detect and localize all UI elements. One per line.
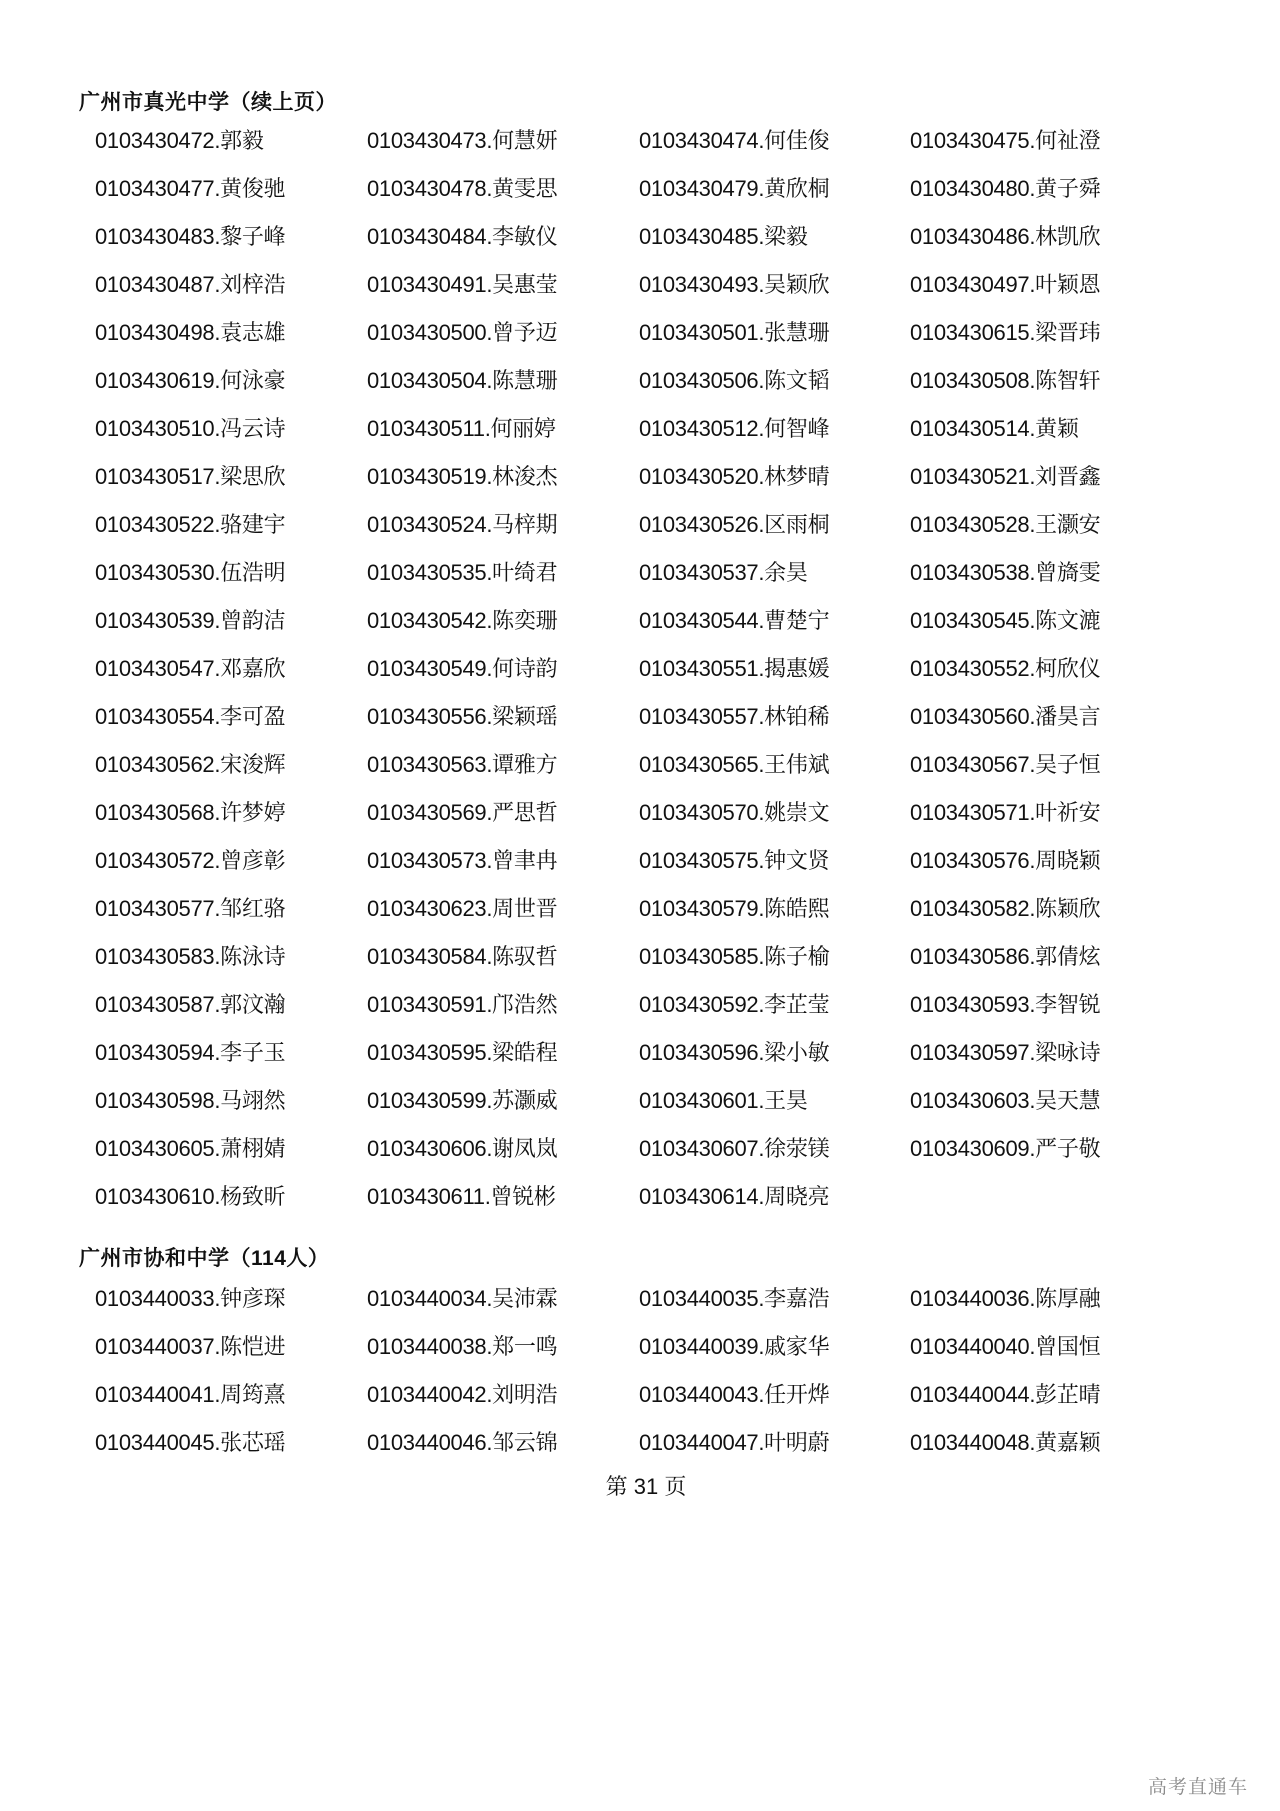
student-entry: 0103430615.梁晋玮 (910, 320, 1101, 345)
student-entry: 0103440039.戚家华 (639, 1334, 830, 1359)
list-row (95, 703, 1195, 751)
list-row (95, 319, 1195, 367)
student-entry: 0103430493.吴颖欣 (639, 272, 830, 297)
student-entry: 0103440035.李嘉浩 (639, 1286, 830, 1311)
student-entry: 0103430603.吴天慧 (910, 1088, 1101, 1113)
student-entry: 0103430598.马翊然 (95, 1088, 286, 1113)
student-entry: 0103430538.曾旖雯 (910, 560, 1101, 585)
student-list-zhenguang (95, 127, 1195, 1231)
student-entry: 0103430623.周世晋 (367, 896, 558, 921)
student-entry: 0103430547.邓嘉欣 (95, 656, 286, 681)
student-entry: 0103430605.萧栩婧 (95, 1136, 286, 1161)
student-list-xiehe (95, 1285, 1195, 1477)
student-entry: 0103430575.钟文贤 (639, 848, 830, 873)
student-entry: 0103430585.陈子榆 (639, 944, 830, 969)
student-entry: 0103430486.林凯欣 (910, 224, 1101, 249)
page-number: 第 31 页 (605, 1474, 687, 1499)
student-entry: 0103430504.陈慧珊 (367, 368, 558, 393)
student-entry: 0103430609.严子敬 (910, 1136, 1101, 1161)
student-entry: 0103430573.曾聿冉 (367, 848, 558, 873)
list-row (95, 127, 1195, 175)
student-entry: 0103430480.黄子舜 (910, 176, 1101, 201)
student-entry: 0103430596.梁小敏 (639, 1040, 830, 1065)
list-row (95, 1381, 1195, 1429)
student-entry: 0103430560.潘昊言 (910, 704, 1101, 729)
student-entry: 0103430606.谢凤岚 (367, 1136, 558, 1161)
student-entry: 0103430478.黄雯思 (367, 176, 558, 201)
list-row (95, 607, 1195, 655)
list-row (95, 943, 1195, 991)
student-entry: 0103430584.陈驭哲 (367, 944, 558, 969)
list-row (95, 751, 1195, 799)
student-entry: 0103430497.叶颖恩 (910, 272, 1101, 297)
student-entry: 0103430592.李芷莹 (639, 992, 830, 1017)
student-entry: 0103440043.任开烨 (639, 1382, 830, 1407)
student-entry: 0103430522.骆建宇 (95, 512, 286, 537)
student-entry: 0103440046.邹云锦 (367, 1430, 558, 1455)
student-entry: 0103440048.黄嘉颖 (910, 1430, 1101, 1455)
list-row (95, 463, 1195, 511)
student-entry: 0103430551.揭惠媛 (639, 656, 830, 681)
student-entry: 0103430483.黎子峰 (95, 224, 286, 249)
student-entry: 0103430542.陈奕珊 (367, 608, 558, 633)
student-entry: 0103430565.王伟斌 (639, 752, 830, 777)
student-entry: 0103440034.吴沛霖 (367, 1286, 558, 1311)
student-entry: 0103430576.周晓颖 (910, 848, 1101, 873)
student-entry: 0103430530.伍浩明 (95, 560, 286, 585)
student-entry: 0103430570.姚崇文 (639, 800, 830, 825)
student-entry: 0103430556.梁颖瑶 (367, 704, 558, 729)
section-title: 广州市真光中学（续上页） (79, 91, 337, 114)
list-row (95, 799, 1195, 847)
list-row (95, 415, 1195, 463)
student-entry: 0103430485.梁毅 (639, 224, 808, 249)
list-row (95, 1285, 1195, 1333)
list-row (95, 1333, 1195, 1381)
student-entry: 0103440041.周筠熹 (95, 1382, 286, 1407)
student-entry: 0103430579.陈皓熙 (639, 896, 830, 921)
student-entry: 0103430591.邝浩然 (367, 992, 558, 1017)
list-row (95, 655, 1195, 703)
student-entry: 0103440036.陈厚融 (910, 1286, 1101, 1311)
student-entry: 0103430554.李可盈 (95, 704, 286, 729)
student-entry: 0103430477.黄俊驰 (95, 176, 286, 201)
student-entry: 0103430517.梁思欣 (95, 464, 286, 489)
student-entry: 0103430610.杨致昕 (95, 1184, 286, 1209)
student-entry: 0103430587.郭汶瀚 (95, 992, 286, 1017)
student-entry: 0103440037.陈恺进 (95, 1334, 286, 1359)
student-entry: 0103440042.刘明浩 (367, 1382, 558, 1407)
student-entry: 0103430567.吴子恒 (910, 752, 1101, 777)
list-row (95, 1087, 1195, 1135)
student-entry: 0103430601.王昊 (639, 1088, 808, 1113)
student-entry: 0103430511.何丽婷 (367, 416, 556, 441)
student-entry: 0103430519.林浚杰 (367, 464, 558, 489)
list-row (95, 847, 1195, 895)
list-row (95, 223, 1195, 271)
student-entry: 0103430487.刘梓浩 (95, 272, 286, 297)
student-entry: 0103430508.陈智轩 (910, 368, 1101, 393)
student-entry: 0103430549.何诗韵 (367, 656, 558, 681)
student-entry: 0103430607.徐荥镁 (639, 1136, 830, 1161)
student-entry: 0103430599.苏灏威 (367, 1088, 558, 1113)
student-entry: 0103430571.叶祈安 (910, 800, 1101, 825)
student-entry: 0103430562.宋浚辉 (95, 752, 286, 777)
student-entry: 0103430545.陈文漉 (910, 608, 1101, 633)
list-row (95, 895, 1195, 943)
student-entry: 0103430611.曾锐彬 (367, 1184, 556, 1209)
student-entry: 0103430521.刘晋鑫 (910, 464, 1101, 489)
student-entry: 0103440040.曾国恒 (910, 1334, 1101, 1359)
student-entry: 0103430479.黄欣桐 (639, 176, 830, 201)
student-entry: 0103430552.柯欣仪 (910, 656, 1101, 681)
list-row (95, 1039, 1195, 1087)
student-entry: 0103430506.陈文韬 (639, 368, 830, 393)
student-entry: 0103430510.冯云诗 (95, 416, 286, 441)
student-entry: 0103430520.林梦晴 (639, 464, 830, 489)
student-entry: 0103430501.张慧珊 (639, 320, 830, 345)
student-entry: 0103430475.何祉澄 (910, 128, 1101, 153)
student-entry: 0103430498.袁志雄 (95, 320, 286, 345)
student-entry: 0103430544.曹楚宁 (639, 608, 830, 633)
student-entry: 0103430484.李敏仪 (367, 224, 558, 249)
list-row (95, 271, 1195, 319)
student-entry: 0103430537.余昊 (639, 560, 808, 585)
student-entry: 0103430524.马梓期 (367, 512, 558, 537)
student-entry: 0103440047.叶明蔚 (639, 1430, 830, 1455)
student-entry: 0103430473.何慧妍 (367, 128, 558, 153)
list-row (95, 991, 1195, 1039)
student-entry: 0103430563.谭雅方 (367, 752, 558, 777)
list-row (95, 559, 1195, 607)
student-entry: 0103430539.曾韵洁 (95, 608, 286, 633)
section-title: 广州市协和中学（114人） (79, 1247, 330, 1270)
student-entry: 0103440044.彭芷晴 (910, 1382, 1101, 1407)
student-entry: 0103440038.郑一鸣 (367, 1334, 558, 1359)
student-entry: 0103430535.叶绮君 (367, 560, 558, 585)
student-entry: 0103430595.梁皓程 (367, 1040, 558, 1065)
student-entry: 0103430586.郭倩炫 (910, 944, 1101, 969)
student-entry: 0103430597.梁咏诗 (910, 1040, 1101, 1065)
student-entry: 0103430528.王灏安 (910, 512, 1101, 537)
list-row (95, 511, 1195, 559)
student-entry: 0103430614.周晓亮 (639, 1184, 830, 1209)
student-entry: 0103430557.林铂稀 (639, 704, 830, 729)
student-entry: 0103430500.曾予迈 (367, 320, 558, 345)
list-row (95, 367, 1195, 415)
student-entry: 0103440033.钟彦琛 (95, 1286, 286, 1311)
student-entry: 0103430593.李智锐 (910, 992, 1101, 1017)
student-entry: 0103440045.张芯瑶 (95, 1430, 286, 1455)
student-entry: 0103430474.何佳俊 (639, 128, 830, 153)
watermark: 高考直通车 (1148, 1777, 1249, 1798)
student-entry: 0103430594.李子玉 (95, 1040, 286, 1065)
student-entry: 0103430514.黄颖 (910, 416, 1079, 441)
student-entry: 0103430526.区雨桐 (639, 512, 830, 537)
student-entry: 0103430512.何智峰 (639, 416, 830, 441)
student-entry: 0103430577.邹红骆 (95, 896, 286, 921)
student-entry: 0103430491.吴惠莹 (367, 272, 558, 297)
student-entry: 0103430568.许梦婷 (95, 800, 286, 825)
list-row (95, 175, 1195, 223)
student-entry: 0103430583.陈泳诗 (95, 944, 286, 969)
student-entry: 0103430619.何泳豪 (95, 368, 286, 393)
list-row (95, 1135, 1195, 1183)
student-entry: 0103430569.严思哲 (367, 800, 558, 825)
student-entry: 0103430472.郭毅 (95, 128, 264, 153)
student-entry: 0103430582.陈颖欣 (910, 896, 1101, 921)
list-row (95, 1183, 1195, 1231)
student-entry: 0103430572.曾彦彰 (95, 848, 286, 873)
